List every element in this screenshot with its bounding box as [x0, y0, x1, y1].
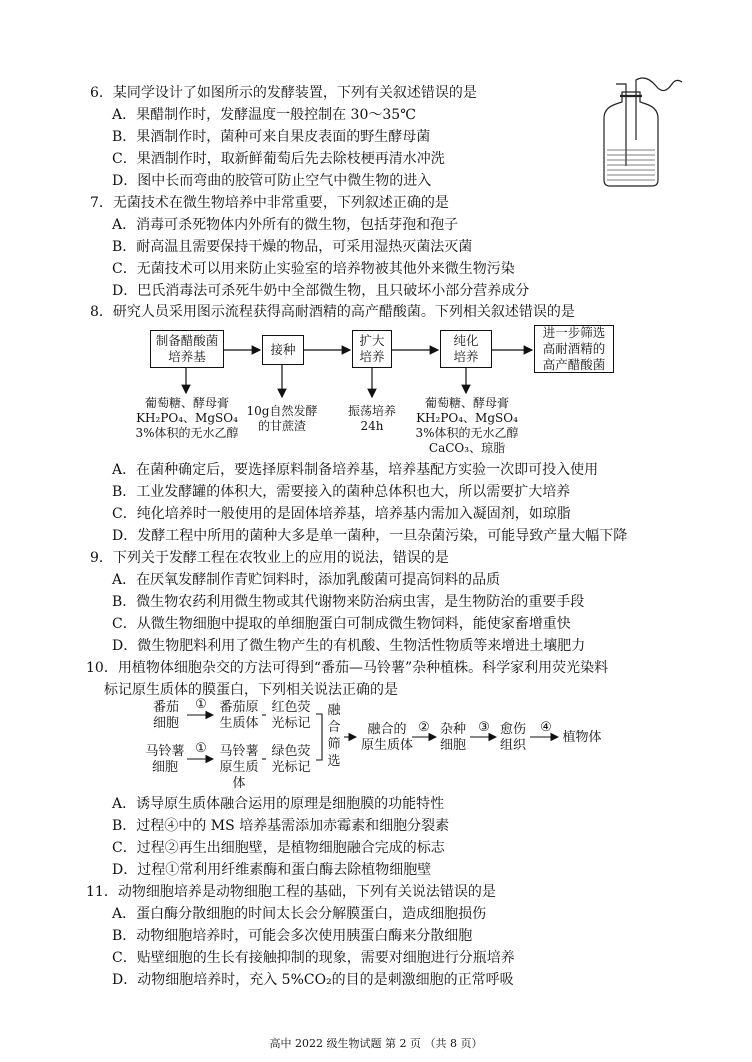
potato-cell: [140, 744, 190, 776]
green-label-l1: 绿色荧: [271, 744, 311, 759]
q9-option-d: D．微生物肥料利用了微生物产生的有机酸、生物活性物质等来增进土壤肥力: [112, 638, 586, 654]
q6-option-a: A．果醋制作时，发酵温度一般控制在 30～35℃: [112, 107, 416, 123]
note4-line1: 葡萄糖、酵母膏: [424, 396, 509, 410]
flow-box-inoculate: [262, 335, 304, 365]
q11-option-d: D．动物细胞培养时，充入 5%CO₂的目的是刺激细胞的正常呼吸: [112, 972, 514, 988]
potato-proto-l1: 马铃薯: [219, 744, 259, 759]
hybrid-l1: 杂种: [439, 722, 466, 737]
step3: ③: [478, 720, 490, 735]
note1-line3: 3%体积的无水乙醇: [135, 426, 239, 440]
note-shaking: [342, 404, 402, 434]
tomato-proto-l1: 番茄原: [219, 700, 259, 715]
fuse-l3: 筛: [327, 737, 341, 752]
box4-line2: 培养: [453, 349, 479, 364]
q7-option-b: B．耐高温且需要保持干燥的物品，可采用湿热灭菌法灭菌: [112, 239, 473, 255]
note1-line2: KH₂PO₄、MgSO₄: [136, 411, 238, 425]
note-sugarcane: [242, 404, 322, 434]
q9-stem: 9．下列关于发酵工程在农牧业上的应用的说法，错误的是: [90, 550, 449, 566]
q11-option-c: C．贴壁细胞的生长有接触抑制的现象，需要对细胞进行分瓶培养: [112, 950, 515, 966]
q7-option-d: D．巴氏消毒法可杀死牛奶中全部微生物，且只破坏小部分营养成分: [112, 283, 530, 299]
callus: [496, 722, 530, 754]
potato-proto-l3: 体: [232, 776, 246, 791]
flow-box-purify-culture: [440, 330, 492, 368]
q8-option-a: A．在菌种确定后，要选择原料制备培养基，培养基配方实验一次即可投入使用: [112, 462, 599, 478]
hybrid-l2: 细胞: [439, 738, 466, 753]
fusion-screening: [324, 702, 344, 770]
note1-line1: 葡萄糖、酵母膏: [144, 396, 229, 410]
note2-line2: 的甘蔗渣: [257, 419, 306, 433]
plant-body: 植物体: [562, 730, 602, 745]
red-label-l1: 红色荧: [271, 700, 311, 715]
q11-option-b: B．动物细胞培养时，可能会多次使用胰蛋白酶来分散细胞: [112, 928, 473, 944]
q6-stem: 6．某同学设计了如图所示的发酵装置，下列有关叙述错误的是: [90, 85, 477, 101]
box4-line1: 纯化: [453, 333, 479, 348]
q8-option-d: D．发酵工程中所用的菌种大多是单一菌种，一旦杂菌污染，可能导致产量大幅下降: [112, 528, 628, 544]
tomato-cell: [146, 700, 186, 732]
step1-top: ①: [195, 697, 207, 712]
page-footer: 高中 2022 级生物试题 第 2 页 （共 8 页）: [269, 1037, 483, 1050]
q11-stem: 11．动物细胞培养是动物细胞工程的基础，下列有关说法错误的是: [86, 884, 496, 900]
q10-stem-line1: 10．用植物体细胞杂交的方法可得到“番茄—马铃薯”杂种植株。科学家利用荧光染料: [86, 660, 609, 676]
potato-cell-l1: 马铃薯: [145, 744, 185, 759]
q10-option-c: C．过程②再生出细胞壁，是植物细胞融合完成的标志: [112, 840, 445, 856]
fused-l2: 原生质体: [360, 738, 413, 753]
box5-line1: 进一步筛选: [542, 325, 606, 340]
q11-option-a: A．蛋白酶分散细胞的时间太长会分解膜蛋白，造成细胞损伤: [112, 906, 487, 922]
note-solid-medium: [412, 396, 522, 456]
q10-option-b: B．过程④中的 MS 培养基需添加赤霉素和细胞分裂素: [112, 818, 450, 834]
potato-protoplast: [214, 744, 264, 792]
q7-option-a: A．消毒可杀死物体内外所有的微生物，包括芽孢和孢子: [112, 217, 459, 233]
q10-stem-line2: 标记原生质体的膜蛋白，下列相关说法正确的是: [104, 682, 398, 698]
q8-option-b: B．工业发酵罐的体积大，需要接入的菌种总体积也大，所以需要扩大培养: [112, 484, 571, 500]
note4-line3: 3%体积的无水乙醇: [415, 426, 519, 440]
q10-option-a: A．诱导原生质体融合运用的原理是细胞膜的功能特性: [112, 796, 445, 812]
q9-option-c: C．从微生物细胞中提取的单细胞蛋白可制成微生物饲料，能使家畜增重快: [112, 616, 571, 632]
fuse-l2: 合: [327, 720, 341, 735]
step4: ④: [540, 720, 552, 735]
note3-line2: 24h: [360, 419, 384, 433]
q6-option-d: D．图中长而弯曲的胶管可防止空气中微生物的进入: [112, 173, 432, 189]
box5-line2: 高耐酒精的: [542, 341, 606, 356]
q7-option-c: C．无菌技术可以用来防止实验室的培养物被其他外来微生物污染: [112, 261, 515, 277]
red-label-l2: 光标记: [271, 716, 311, 731]
box3-line1: 扩大: [359, 333, 385, 348]
flow-box-expand-culture: [352, 330, 392, 368]
tomato-protoplast: [214, 700, 264, 732]
box5-line3: 高产醋酸菌: [542, 357, 606, 372]
q8-stem: 8．研究人员采用图示流程获得高耐酒精的高产醋酸菌。下列相关叙述错误的是: [90, 304, 575, 320]
fused-protoplast: [356, 722, 418, 754]
box2-label: 接种: [270, 342, 296, 357]
tomato-proto-l2: 生质体: [219, 716, 259, 731]
q9-option-b: B．微生物农药利用微生物或其代谢物来防治病虫害，是生物防治的重要手段: [112, 594, 585, 610]
flow-box-further-screen: [534, 325, 614, 373]
fuse-l4: 选: [327, 754, 341, 769]
box3-line2: 培养: [359, 349, 385, 364]
note4-line2: KH₂PO₄、MgSO₄: [416, 411, 518, 425]
q6-option-b: B．果酒制作时，菌种可来自果皮表面的野生酵母菌: [112, 129, 431, 145]
tomato-cell-l2: 细胞: [152, 716, 179, 731]
potato-proto-l2: 原生质: [219, 760, 259, 775]
note3-line1: 振荡培养: [347, 404, 396, 418]
q6-option-c: C．果酒制作时，取新鲜葡萄后先去除枝梗再清水冲洗: [112, 151, 445, 167]
potato-cell-l2: 细胞: [151, 760, 178, 775]
fused-l1: 融合的: [367, 722, 407, 737]
step2: ②: [418, 720, 430, 735]
note4-line4: CaCO₃、琼脂: [428, 441, 506, 455]
q7-stem: 7．无菌技术在微生物培养中非常重要，下列叙述正确的是: [90, 195, 449, 211]
flow-box-prepare-medium: [150, 330, 224, 368]
hybrid-cell: [436, 722, 470, 754]
red-fluorescent-label: [266, 700, 316, 732]
note2-line1: 10g自然发酵: [246, 404, 318, 418]
callus-l2: 组织: [499, 738, 526, 753]
green-fluorescent-label: [266, 744, 316, 776]
tomato-cell-l1: 番茄: [152, 700, 179, 715]
box1-line2: 培养基: [168, 349, 206, 364]
q9-option-a: A．在厌氧发酵制作青贮饲料时，添加乳酸菌可提高饲料的品质: [112, 572, 501, 588]
q8-option-c: C．纯化培养时一般使用的是固体培养基，培养基内需加入凝固剂，如琼脂: [112, 506, 571, 522]
fuse-l1: 融: [327, 703, 341, 718]
callus-l1: 愈伤: [499, 722, 526, 737]
green-label-l2: 光标记: [271, 760, 311, 775]
box1-line1: 制备醋酸菌: [155, 333, 219, 348]
step1-bottom: ①: [195, 741, 207, 756]
q10-option-d: D．过程①常利用纤维素酶和蛋白酶去除植物细胞壁: [112, 862, 432, 878]
note-medium-composition: [132, 396, 242, 441]
